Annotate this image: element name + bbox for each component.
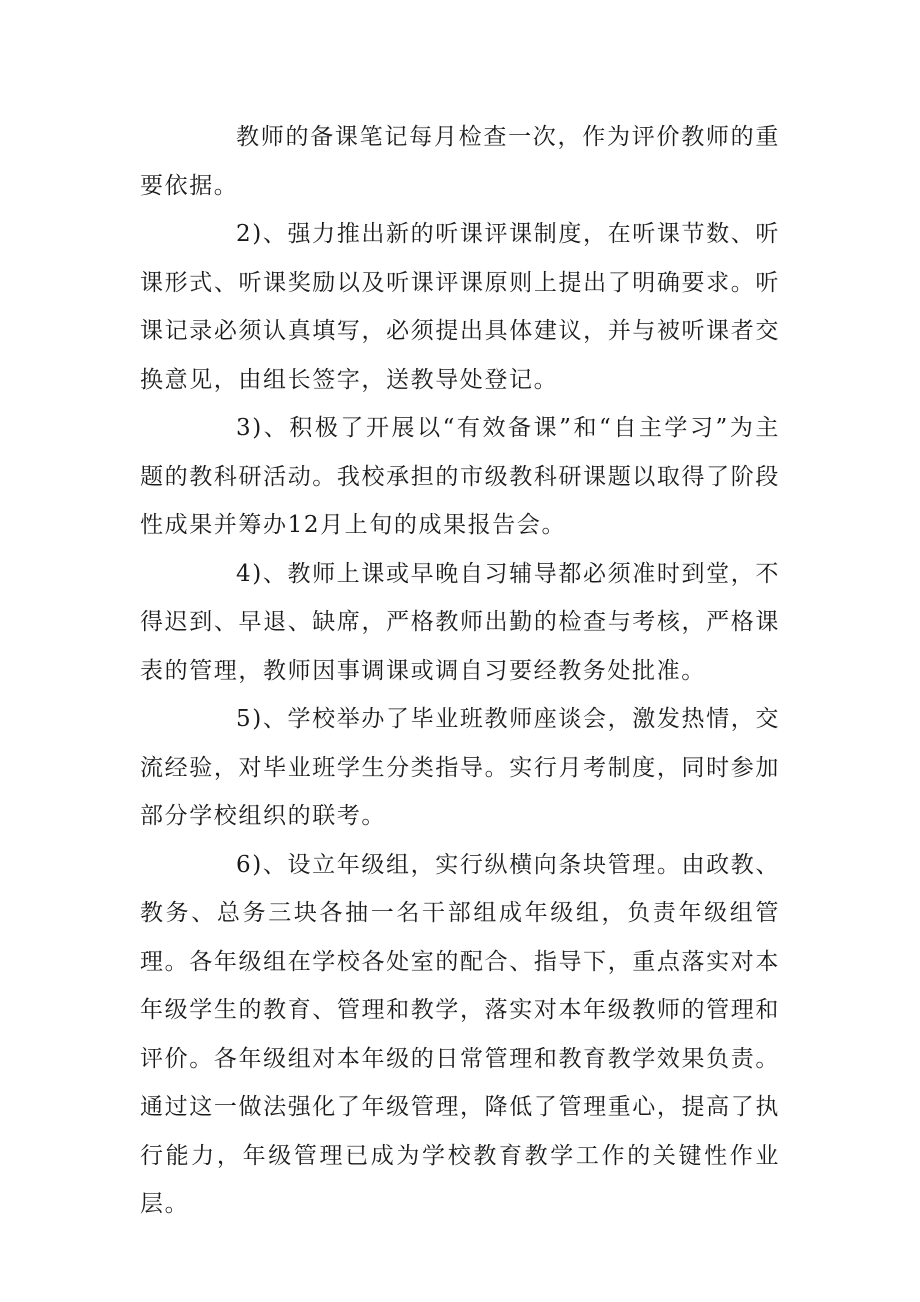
paragraph-observation-system: 2)、强力推出新的听课评课制度，在听课节数、听课形式、听课奖励以及听课评课原则上提出了明确要求。听课记录必须认真填写，必须提出具体建议，并与被听课者交换意见，由组长签字，送教导处登记。	[140, 221, 780, 393]
document-body	[140, 113, 780, 1229]
paragraph-graduating-class: 5)、学校举办了毕业班教师座谈会，激发热情，交流经验，对毕业班学生分类指导。实行月考制度，同时参加部分学校组织的联考。	[140, 706, 780, 829]
paragraph-attendance: 4)、教师上课或早晚自习辅导都必须准时到堂，不得迟到、早退、缺席，严格教师出勤的检查与考核，严格课表的管理，教师因事调课或调自习要经教务处批准。	[140, 560, 780, 684]
paragraph-research-activity: 3)、积极了开展以“有效备课”和“自主学习”为主题的教科研活动。我校承担的市级教科研课题以取得了阶段性成果并筹办12月上旬的成果报告会。	[140, 415, 780, 538]
paragraph-grade-groups: 6)、设立年级组，实行纵横向条块管理。由政教、教务、总务三块各抽一名干部组成年级组，负责年级组管理。各年级组在学校各处室的配合、指导下，重点落实对本年级学生的教育、管理和教学，落实对本年级教师的管理和评价。各年级组对本年级的日常管理和教育教学效果负责。通过这一做法强化了年级管理，降低了管理重心，提高了执行能力，年级管理已成为学校教育教学工作的关键性作业层。	[140, 851, 780, 1217]
paragraph-lesson-plan-check: 教师的备课笔记每月检查一次，作为评价教师的重要依据。	[140, 124, 780, 199]
